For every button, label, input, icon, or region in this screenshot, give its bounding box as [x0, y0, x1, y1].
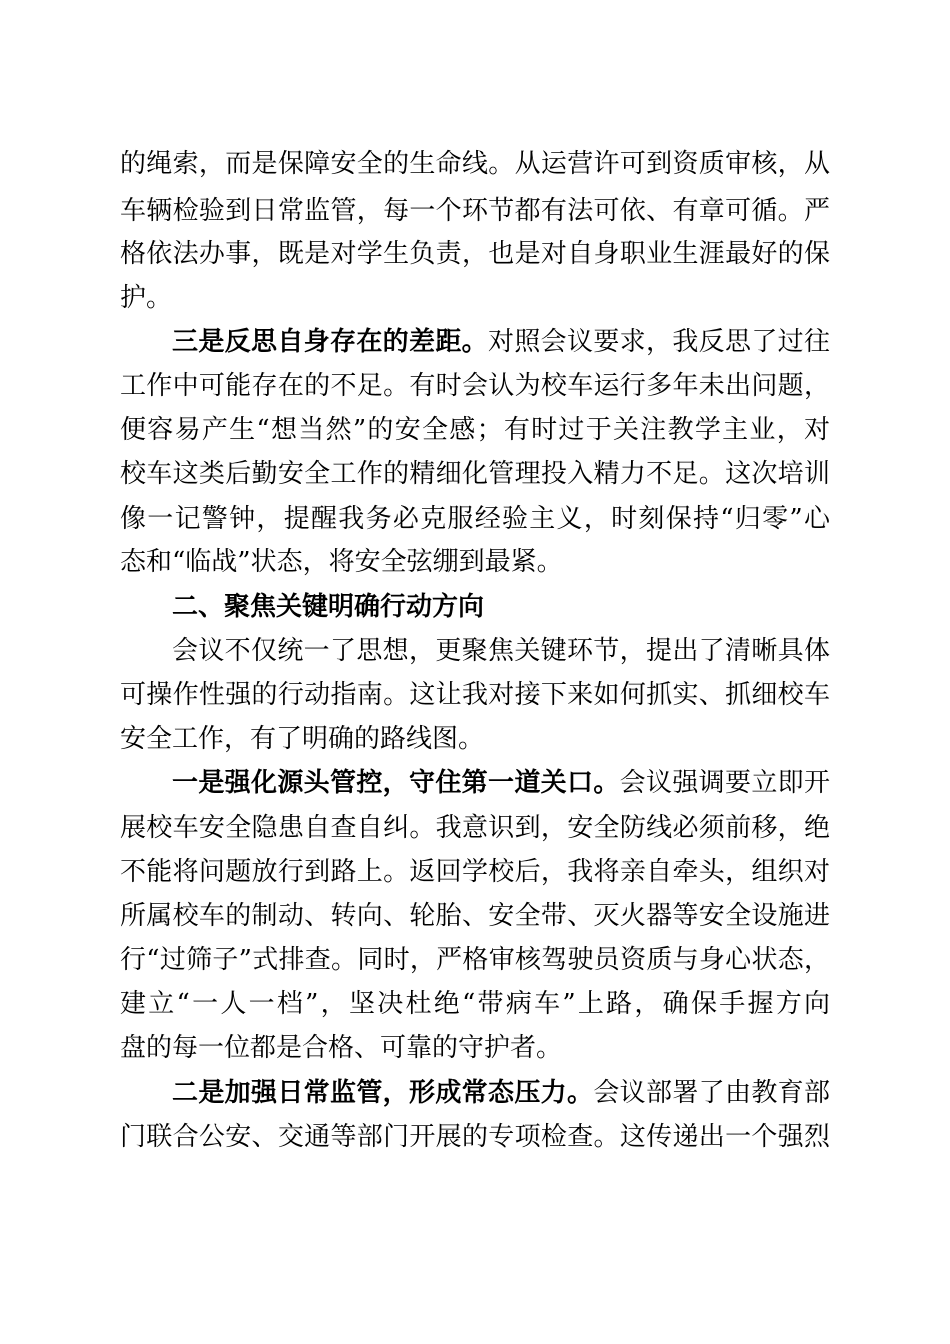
- body-line: 车辆检验到日常监管，每一个环节都有法可依、有章可循。严: [120, 196, 830, 226]
- paragraph-text: 对照会议要求，我反思了过往: [488, 327, 830, 357]
- paragraph-line: [172, 761, 830, 805]
- body-line: 工作中可能存在的不足。有时会认为校车运行多年未出问题，: [120, 371, 830, 401]
- emphasis-heading: 一是强化源头管控，守住第一道关口。: [172, 768, 620, 798]
- section-heading: 二、聚焦关键明确行动方向: [172, 592, 485, 622]
- emphasis-heading: 三是反思自身存在的差距。: [172, 327, 488, 357]
- paragraph-line: 会议不仅统一了思想，更聚焦关键环节，提出了清晰具体: [172, 636, 830, 666]
- body-line: 不能将问题放行到路上。返回学校后，我将亲自牵头，组织对: [120, 857, 830, 887]
- body-line: 校车这类后勤安全工作的精细化管理投入精力不足。这次培训: [120, 459, 830, 489]
- emphasis-heading: 二是加强日常监管，形成常态压力。: [172, 1078, 594, 1108]
- paragraph-line: [172, 320, 830, 364]
- body-line: 展校车安全隐患自查自纠。我意识到，安全防线必须前移，绝: [120, 813, 830, 843]
- paragraph-text: 会议强调要立即开: [619, 768, 830, 798]
- paragraph-line: [172, 1071, 830, 1115]
- body-line: 建立“一人一档”，坚决杜绝“带病车”上路，确保手握方向: [120, 989, 830, 1019]
- body-line: 安全工作，有了明确的路线图。: [120, 724, 485, 754]
- body-line: 盘的每一位都是合格、可靠的守护者。: [120, 1033, 563, 1063]
- body-line: 护。: [120, 283, 173, 313]
- paragraph-text: 会议部署了由教育部: [593, 1078, 830, 1108]
- body-line: 像一记警钟，提醒我务必克服经验主义，时刻保持“归零”心: [120, 504, 830, 534]
- body-line: 便容易产生“想当然”的安全感；有时过于关注教学主业，对: [120, 415, 830, 445]
- body-line: 所属校车的制动、转向、轮胎、安全带、灭火器等安全设施进: [120, 901, 830, 931]
- body-line: 可操作性强的行动指南。这让我对接下来如何抓实、抓细校车: [120, 680, 830, 710]
- body-line: 门联合公安、交通等部门开展的专项检查。这传递出一个强烈: [120, 1122, 830, 1152]
- body-line: 格依法办事，既是对学生负责，也是对自身职业生涯最好的保: [120, 239, 830, 269]
- body-line: 态和“临战”状态，将安全弦绷到最紧。: [120, 547, 563, 577]
- body-line: 的绳索，而是保障安全的生命线。从运营许可到资质审核，从: [120, 149, 830, 179]
- body-line: 行“过筛子”式排查。同时，严格审核驾驶员资质与身心状态，: [120, 945, 830, 975]
